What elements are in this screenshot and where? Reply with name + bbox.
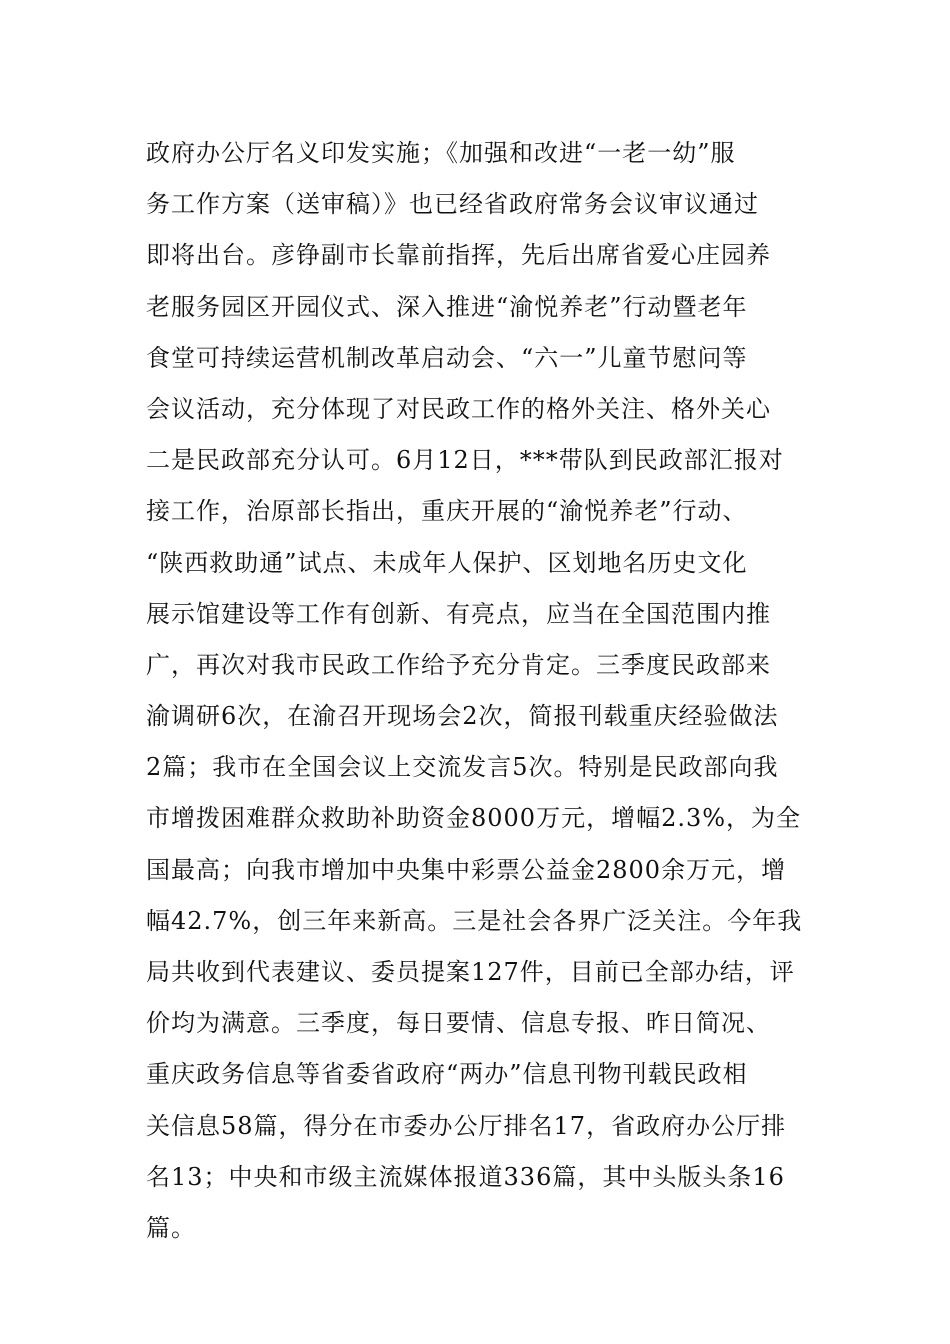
text-line: 接工作，治原部长指出，重庆开展的“渝悦养老”行动、 xyxy=(146,497,748,526)
body-paragraph xyxy=(146,128,826,1254)
text-line: 名13；中央和市级主流媒体报道336篇，其中头版头条16 xyxy=(146,1162,785,1191)
text-line: 二是民政部充分认可。6月12日，***带队到民政部汇报对 xyxy=(146,446,784,475)
text-line: 篇。 xyxy=(146,1213,196,1242)
text-line: 即将出台。彦铮副市长靠前指挥，先后出席省爱心庄园养 xyxy=(146,241,771,270)
text-line: 幅42.7%，创三年来新高。三是社会各界广泛关注。今年我 xyxy=(146,906,803,935)
text-line: 食堂可持续运营机制改革启动会、“六一”儿童节慰问等 xyxy=(146,343,748,372)
text-line: 政府办公厅名义印发实施；《加强和改进“一老一幼”服 xyxy=(146,139,736,167)
text-line: 国最高；向我市增加中央集中彩票公益金2800余万元，增 xyxy=(146,855,787,884)
text-line: 展示馆建设等工作有创新、有亮点，应当在全国范围内推 xyxy=(146,599,771,628)
text-line: 广，再次对我市民政工作给予充分肯定。三季度民政部来 xyxy=(146,650,771,679)
text-line: 老服务园区开园仪式、深入推进“渝悦养老”行动暨老年 xyxy=(146,292,748,321)
text-line: 渝调研6次，在渝召开现场会2次，简报刊载重庆经验做法 xyxy=(146,702,779,731)
text-line: 会议活动，充分体现了对民政工作的格外关注、格外关心 xyxy=(146,394,771,423)
text-line: 市增拨困难群众救助补助资金8000万元，增幅2.3%，为全 xyxy=(146,804,802,833)
text-line: “陕西救助通”试点、未成年人保护、区划地名历史文化 xyxy=(146,548,748,577)
text-line: 价均为满意。三季度，每日要情、信息专报、昨日简况、 xyxy=(146,1009,771,1038)
text-line: 务工作方案（送审稿）》也已经省政府常务会议审议通过 xyxy=(146,190,759,219)
text-line: 2篇；我市在全国会议上交流发言5次。特别是民政部向我 xyxy=(146,753,779,782)
text-line: 局共收到代表建议、委员提案127件，目前已全部办结，评 xyxy=(146,958,795,986)
text-line: 关信息58篇，得分在市委办公厅排名17，省政府办公厅排 xyxy=(146,1111,787,1140)
text-line: 重庆政务信息等省委省政府“两办”信息刊物刊载民政相 xyxy=(146,1060,748,1089)
